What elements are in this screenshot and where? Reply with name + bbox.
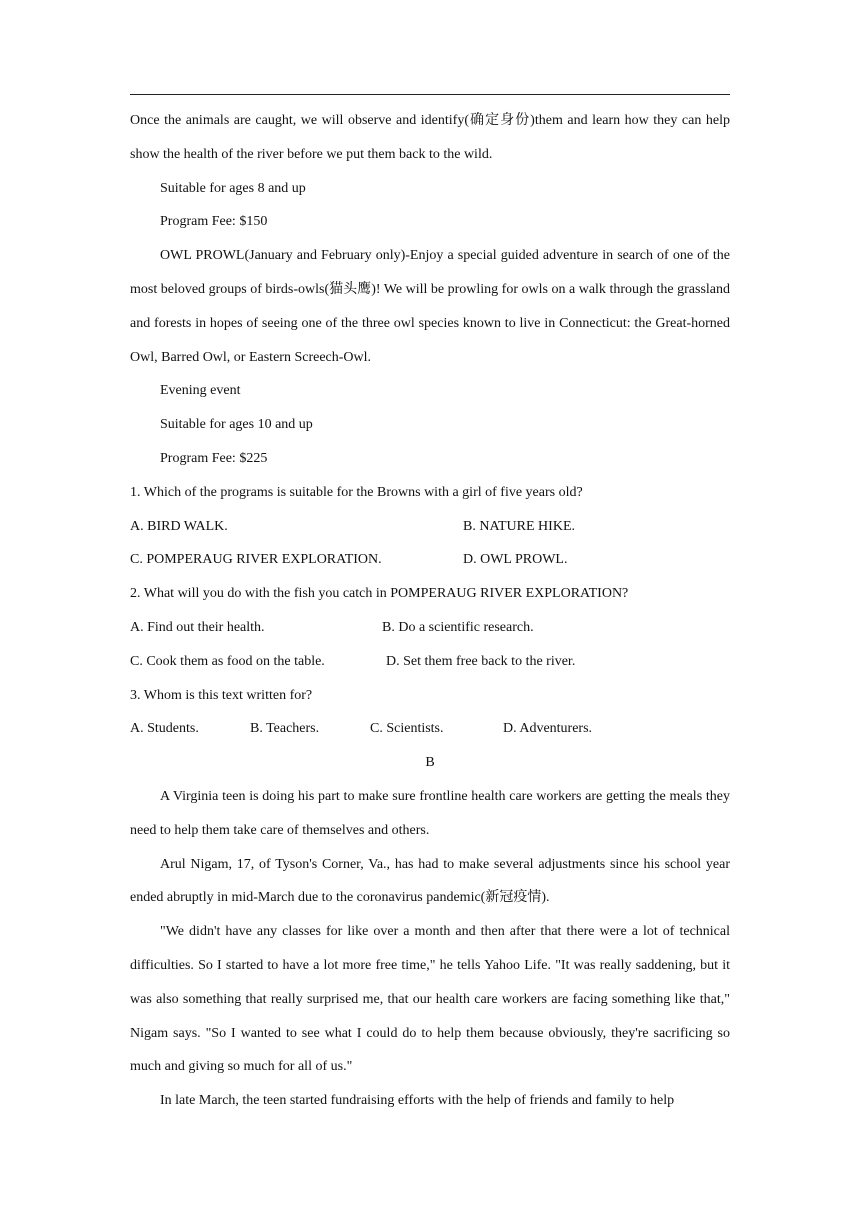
paragraph-owl-prowl: OWL PROWL(January and February only)-Enjoy a special guided adventure in search of one of the most beloved groups of birds-owls(猫头鹰)! We will be prowling for owls on a walk through the grassland and forests in hopes of seeing one of the three owl species known to live in Connecticut: the Great-horned Owl, Barred Owl, or Eastern Screech-Owl. [130,248,730,365]
owl-ages: Suitable for ages 10 and up [160,417,313,433]
question-3-option-b: B. Teachers. [250,721,320,737]
question-3-stem: 3. Whom is this text written for? [130,687,313,703]
document-body [130,104,730,1118]
owl-evening-event: Evening event [160,383,241,399]
question-2-options-row-2 [130,645,730,679]
question-1-option-c: C. POMPERAUG RIVER EXPLORATION. [130,552,382,568]
header-rule [130,94,730,95]
question-2-option-a: A. Find out their health. [130,619,265,635]
question-1-stem: 1. Which of the programs is suitable for the Browns with a girl of five years old? [130,484,583,500]
question-3-option-d: D. Adventurers. [503,721,593,737]
section-b-heading: B [425,755,435,771]
river-ages: Suitable for ages 8 and up [160,180,306,196]
question-1-options-row-1 [130,510,730,544]
section-b-paragraph-1: A Virginia teen is doing his part to make sure frontline health care workers are getting the meals they need to help them take care of themselves and others. [130,788,730,838]
question-2-option-d: D. Set them free back to the river. [386,653,576,669]
question-3-option-a: A. Students. [130,721,199,737]
river-fee: Program Fee: $150 [160,214,268,230]
question-3-options-row [130,712,730,746]
question-1-option-a: A. BIRD WALK. [130,518,228,534]
question-1-option-b: B. NATURE HIKE. [463,518,575,534]
section-b-paragraph-3: "We didn't have any classes for like over a month and then after that there were a lot of technical difficulties. So I started to have a lot more free time," he tells Yahoo Life. "It was really saddening, but it was also something that really surprised me, that our health care workers are facing something like that," Nigam says. "So I wanted to see what I could do to help them because obviously, they're sacrificing so much and giving so much for all of us." [130,924,730,1075]
question-2-option-c: C. Cook them as food on the table. [130,653,325,669]
question-2-stem: 2. What will you do with the fish you catch in POMPERAUG RIVER EXPLORATION? [130,586,629,602]
section-b-paragraph-4: In late March, the teen started fundraising efforts with the help of friends and family to help [160,1093,675,1109]
owl-fee: Program Fee: $225 [160,450,268,466]
question-2-options-row-1 [130,611,730,645]
paragraph-river-identify: Once the animals are caught, we will observe and identify(确定身份)them and learn how they can help show the health of the river before we put them back to the wild. [130,113,730,162]
question-1-option-d: D. OWL PROWL. [463,552,568,568]
question-3-option-c: C. Scientists. [370,721,444,737]
section-b-paragraph-2: Arul Nigam, 17, of Tyson's Corner, Va., has had to make several adjustments since his school year ended abruptly in mid-March due to the coronavirus pandemic(新冠疫情). [130,856,730,906]
question-1-options-row-2 [130,543,730,577]
question-2-option-b: B. Do a scientific research. [382,619,534,635]
